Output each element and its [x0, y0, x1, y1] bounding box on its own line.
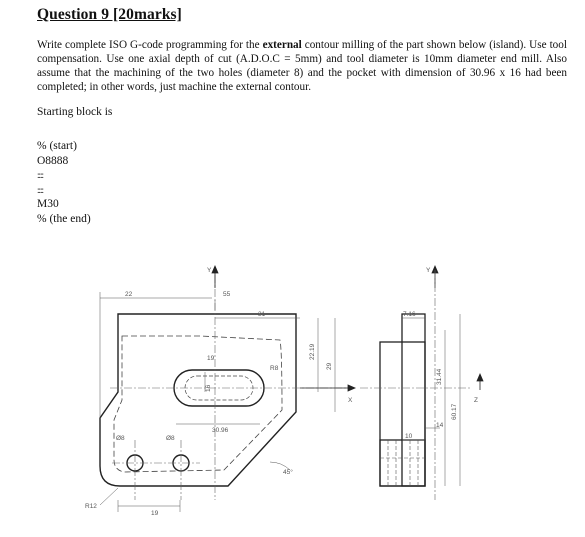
- dim-55: 55: [223, 291, 231, 298]
- starting-block-label: Starting block is: [37, 106, 113, 118]
- program-line-end: % (the end): [37, 213, 91, 225]
- dim-31-44: 31.44: [436, 368, 443, 385]
- dim-22: 22: [125, 291, 133, 298]
- dim-phi8-left: Ø8: [116, 435, 125, 442]
- dim-16: 16: [205, 384, 212, 392]
- question-text-part2: contour milling of the part shown below (island). Use tool compensation. Use one axial depth of cut (A.D.O.C = 5mm) and tool diameter is 10mm diameter end mill. Also assume that the machining of the two holes (diameter 8) and the pocket with dimension of 30.96 x 16 had been completed; in other words, just machine the external contour.: [37, 39, 567, 93]
- dim-phi8-right: Ø8: [166, 435, 175, 442]
- dim-19-top: 19: [207, 355, 215, 362]
- question-text-part1: Write complete ISO G-code programming for the: [37, 39, 263, 51]
- question-text-bold: external: [262, 39, 302, 51]
- program-line-ellipsis-2: ::::: [37, 185, 44, 195]
- dim-31: 31: [258, 311, 266, 318]
- program-line-number: O8888: [37, 155, 69, 167]
- dim-60-17: 60.17: [451, 403, 458, 420]
- program-line-m30: M30: [37, 198, 59, 210]
- axis-y-side: Y: [426, 267, 431, 274]
- dim-19-bottom: 19: [151, 510, 159, 517]
- dim-29: 29: [326, 362, 333, 370]
- side-view-island: [402, 314, 425, 486]
- dim-45-deg: 45°: [283, 469, 293, 476]
- axis-x-front: X: [348, 397, 353, 404]
- program-line-ellipsis-1: ::::: [37, 170, 44, 180]
- dim-30-96: 30.96: [212, 427, 229, 434]
- axis-y-front: Y: [207, 267, 212, 274]
- question-title: Question 9 [20marks]: [37, 6, 182, 23]
- dim-14: 14: [436, 422, 444, 429]
- tool-path: [114, 336, 282, 472]
- dim-10: 10: [405, 433, 413, 440]
- dim-r12: R12: [85, 503, 97, 510]
- part-outline: [100, 314, 296, 486]
- dim-7-16: 7.16: [403, 311, 416, 318]
- program-line-start: % (start): [37, 140, 77, 152]
- dim-22-19: 22.19: [309, 343, 316, 360]
- dim-r8: R8: [270, 365, 279, 372]
- axis-z-side: Z: [474, 397, 478, 404]
